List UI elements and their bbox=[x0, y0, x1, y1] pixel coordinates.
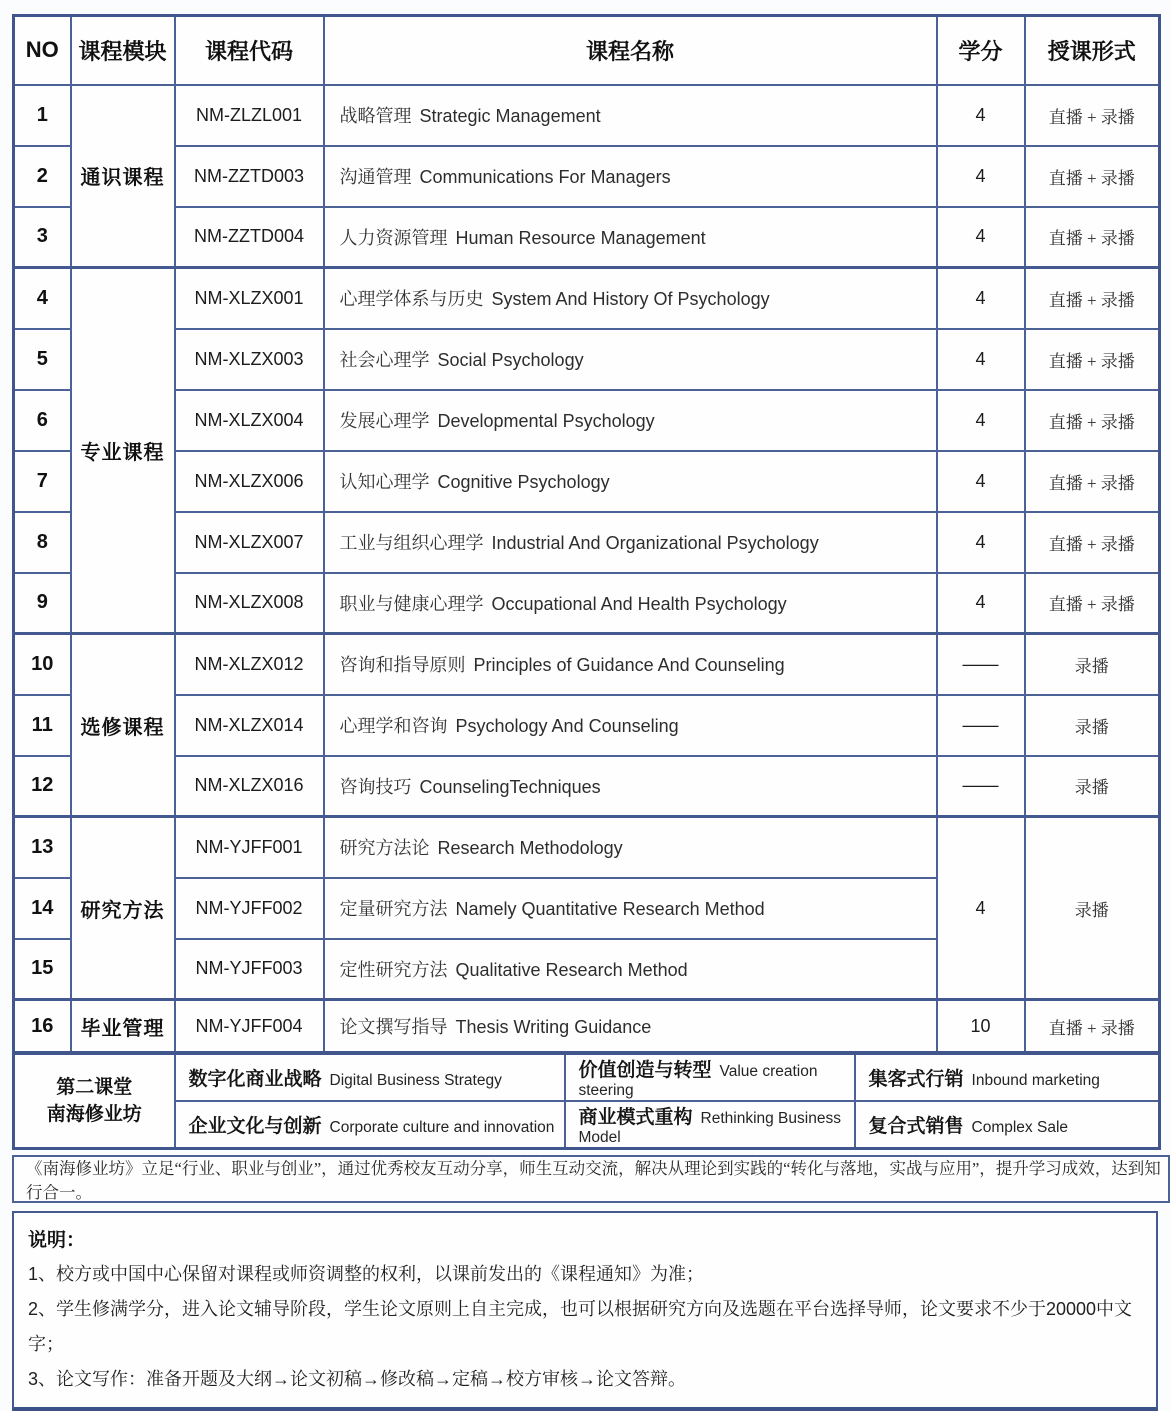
table-row bbox=[14, 85, 1160, 146]
cell-code: NM-ZLZL001 bbox=[175, 85, 324, 146]
second-classroom-table bbox=[12, 1052, 1161, 1150]
course-name-en: System And History Of Psychology bbox=[491, 289, 770, 310]
cell-name bbox=[324, 1000, 937, 1053]
cell-name bbox=[324, 512, 937, 573]
cell-code: NM-YJFF004 bbox=[175, 1000, 324, 1053]
cell-no: 1 bbox=[14, 85, 71, 146]
cell-no: 16 bbox=[14, 1000, 71, 1053]
course-name-zh: 人力资源管理 bbox=[339, 227, 448, 248]
table-row bbox=[14, 756, 1160, 817]
program-note-text: 《南海修业坊》立足“行业、职业与创业”，通过优秀校友互动分享，师生互动交流，解决从理论到实践的“转化与落地，实战与应用”，提升学习成效，达到知行合一。 bbox=[26, 1159, 1161, 1202]
header-code: 课程代码 bbox=[175, 16, 324, 85]
cell-code: NM-XLZX007 bbox=[175, 512, 324, 573]
cell-format: 直播 + 录播 bbox=[1025, 512, 1160, 573]
cell-no: 14 bbox=[14, 878, 71, 939]
course-name-zh: 心理学体系与历史 bbox=[339, 289, 484, 310]
cell-name bbox=[324, 573, 937, 634]
second-classroom-title bbox=[14, 1054, 175, 1149]
cell-format: 录播 bbox=[1025, 756, 1160, 817]
course-name-en: Principles of Guidance And Counseling bbox=[473, 655, 785, 676]
cell-code: NM-XLZX001 bbox=[175, 268, 324, 329]
course-name-en: Research Methodology bbox=[437, 838, 623, 859]
course-name-zh: 认知心理学 bbox=[339, 472, 430, 492]
cell-format: 直播 + 录播 bbox=[1025, 573, 1160, 634]
table-row bbox=[14, 695, 1160, 756]
second-classroom-item bbox=[175, 1054, 565, 1102]
cell-name bbox=[324, 329, 937, 390]
cell-no: 2 bbox=[14, 146, 71, 207]
course-name-en: Strategic Management bbox=[419, 106, 601, 126]
cell-name bbox=[324, 268, 937, 329]
table-row bbox=[14, 512, 1160, 573]
cell-code: NM-YJFF003 bbox=[175, 939, 324, 1000]
cell-name bbox=[324, 390, 937, 451]
cell-credits: 4 bbox=[937, 329, 1025, 390]
program-note-box bbox=[12, 1155, 1170, 1203]
cell-module-elective: 选修课程 bbox=[71, 634, 175, 817]
course-name-zh: 咨询和指导原则 bbox=[339, 655, 466, 676]
cell-credits: 4 bbox=[937, 268, 1025, 329]
cell-format: 录播 bbox=[1025, 695, 1160, 756]
cell-credits: 4 bbox=[937, 390, 1025, 451]
cell-credits: —— bbox=[937, 695, 1025, 756]
cell-no: 7 bbox=[14, 451, 71, 512]
header-no: NO bbox=[14, 16, 71, 85]
cell-module-research: 研究方法 bbox=[71, 817, 175, 1000]
cell-credits: —— bbox=[937, 634, 1025, 695]
cell-format: 直播 + 录播 bbox=[1025, 268, 1160, 329]
cell-code: NM-YJFF002 bbox=[175, 878, 324, 939]
cell-name bbox=[324, 207, 937, 268]
cell-format: 直播 + 录播 bbox=[1025, 329, 1160, 390]
cell-code: NM-XLZX016 bbox=[175, 756, 324, 817]
course-name-zh: 心理学和咨询 bbox=[339, 716, 448, 736]
course-name-en: Communications For Managers bbox=[419, 167, 671, 187]
cell-code: NM-XLZX014 bbox=[175, 695, 324, 756]
cell-code: NM-XLZX004 bbox=[175, 390, 324, 451]
course-name-zh: 定性研究方法 bbox=[339, 959, 448, 980]
cell-format: 录播 bbox=[1025, 634, 1160, 695]
cell-no: 12 bbox=[14, 756, 71, 817]
cell-code: NM-ZZTD003 bbox=[175, 146, 324, 207]
cell-credits: 10 bbox=[937, 1000, 1025, 1053]
course-name-zh: 咨询技巧 bbox=[339, 776, 412, 797]
table-row bbox=[14, 207, 1160, 268]
course-name-zh: 工业与组织心理学 bbox=[339, 533, 484, 553]
course-name-zh: 论文撰写指导 bbox=[339, 1017, 448, 1037]
sc-item-en: Value creation steering bbox=[578, 1063, 818, 1099]
second-classroom-item bbox=[565, 1101, 855, 1149]
cell-format: 直播 + 录播 bbox=[1025, 146, 1160, 207]
curriculum-table bbox=[12, 14, 1161, 1054]
course-name-zh: 战略管理 bbox=[339, 106, 412, 126]
cell-format: 直播 + 录播 bbox=[1025, 207, 1160, 268]
remark-line-3: 3、论文写作：准备开题及大纲→论文初稿→修改稿→定稿→校方审核→论文答辩。 bbox=[28, 1369, 687, 1389]
cell-name bbox=[324, 756, 937, 817]
sc-item-zh: 商业模式重构 bbox=[578, 1107, 693, 1128]
cell-no: 5 bbox=[14, 329, 71, 390]
remarks-box bbox=[12, 1211, 1158, 1411]
sc-item-zh: 数字化商业战略 bbox=[188, 1069, 322, 1090]
cell-no: 6 bbox=[14, 390, 71, 451]
cell-credits: 4 bbox=[937, 451, 1025, 512]
sc-item-en: Rethinking Business Model bbox=[578, 1110, 841, 1146]
sc-item-zh: 集客式行销 bbox=[868, 1069, 964, 1090]
cell-format: 直播 + 录播 bbox=[1025, 451, 1160, 512]
cell-code: NM-XLZX003 bbox=[175, 329, 324, 390]
header-row bbox=[14, 16, 1160, 85]
course-name-zh: 社会心理学 bbox=[339, 350, 430, 370]
course-name-en: CounselingTechniques bbox=[419, 776, 601, 797]
cell-module-professional: 专业课程 bbox=[71, 268, 175, 634]
course-name-en: Cognitive Psychology bbox=[437, 472, 610, 492]
header-format: 授课形式 bbox=[1025, 16, 1160, 85]
cell-code: NM-XLZX008 bbox=[175, 573, 324, 634]
header-name: 课程名称 bbox=[324, 16, 937, 85]
cell-code: NM-XLZX006 bbox=[175, 451, 324, 512]
course-name-zh: 研究方法论 bbox=[339, 838, 430, 859]
cell-no: 13 bbox=[14, 817, 71, 878]
cell-no: 9 bbox=[14, 573, 71, 634]
second-classroom-item bbox=[175, 1101, 565, 1149]
cell-code: NM-ZZTD004 bbox=[175, 207, 324, 268]
cell-no: 4 bbox=[14, 268, 71, 329]
course-name-en: Industrial And Organizational Psychology bbox=[491, 533, 819, 553]
cell-format: 直播 + 录播 bbox=[1025, 85, 1160, 146]
course-name-en: Namely Quantitative Research Method bbox=[455, 899, 765, 919]
sc-item-zh: 企业文化与创新 bbox=[188, 1116, 322, 1137]
second-classroom-row bbox=[14, 1101, 1160, 1149]
cell-no: 11 bbox=[14, 695, 71, 756]
cell-name bbox=[324, 695, 937, 756]
course-name-zh: 定量研究方法 bbox=[339, 899, 448, 919]
cell-credits: 4 bbox=[937, 207, 1025, 268]
cell-name bbox=[324, 634, 937, 695]
second-classroom-title-line1: 第二课堂 bbox=[56, 1077, 133, 1098]
course-name-en: Occupational And Health Psychology bbox=[491, 593, 787, 614]
course-name-en: Psychology And Counseling bbox=[455, 716, 679, 736]
second-classroom-row bbox=[14, 1054, 1160, 1102]
table-row bbox=[14, 573, 1160, 634]
cell-credits-merged: 4 bbox=[937, 817, 1025, 1000]
course-name-en: Developmental Psychology bbox=[437, 411, 655, 431]
header-module: 课程模块 bbox=[71, 16, 175, 85]
remark-line-1: 1、校方或中国中心保留对课程或师资调整的权利，以课前发出的《课程通知》为准； bbox=[28, 1264, 705, 1284]
remark-line-2: 2、学生修满学分，进入论文辅导阶段，学生论文原则上自主完成，也可以根据研究方向及选题在平台选择导师，论文要求不少于20000中文字； bbox=[28, 1299, 1133, 1354]
cell-name bbox=[324, 146, 937, 207]
cell-name bbox=[324, 451, 937, 512]
cell-code: NM-YJFF001 bbox=[175, 817, 324, 878]
cell-credits: 4 bbox=[937, 146, 1025, 207]
cell-code: NM-XLZX012 bbox=[175, 634, 324, 695]
sc-item-en: Corporate culture and innovation bbox=[329, 1119, 555, 1136]
table-row bbox=[14, 390, 1160, 451]
sc-item-en: Digital Business Strategy bbox=[329, 1072, 502, 1089]
cell-name bbox=[324, 878, 937, 939]
sc-item-en: Inbound marketing bbox=[971, 1072, 1100, 1089]
table-row bbox=[14, 146, 1160, 207]
sc-item-en: Complex Sale bbox=[971, 1119, 1069, 1136]
course-name-zh: 沟通管理 bbox=[339, 167, 412, 187]
table-row bbox=[14, 634, 1160, 695]
second-classroom-item bbox=[565, 1054, 855, 1102]
cell-no: 3 bbox=[14, 207, 71, 268]
course-name-en: Social Psychology bbox=[437, 350, 584, 370]
table-row bbox=[14, 329, 1160, 390]
sc-item-zh: 复合式销售 bbox=[868, 1116, 964, 1137]
cell-name bbox=[324, 817, 937, 878]
cell-module-general: 通识课程 bbox=[71, 85, 175, 268]
cell-no: 8 bbox=[14, 512, 71, 573]
course-name-en: Qualitative Research Method bbox=[455, 959, 688, 980]
sc-item-zh: 价值创造与转型 bbox=[578, 1060, 712, 1081]
second-classroom-item bbox=[855, 1054, 1160, 1102]
table-row bbox=[14, 268, 1160, 329]
second-classroom-title-line2: 南海修业坊 bbox=[46, 1104, 142, 1125]
course-name-zh: 发展心理学 bbox=[339, 411, 430, 431]
cell-credits: 4 bbox=[937, 85, 1025, 146]
cell-format-merged: 录播 bbox=[1025, 817, 1160, 1000]
table-row bbox=[14, 1000, 1160, 1053]
remarks-title: 说明： bbox=[28, 1230, 86, 1251]
course-name-en: Human Resource Management bbox=[455, 227, 706, 248]
cell-credits: 4 bbox=[937, 512, 1025, 573]
cell-credits: —— bbox=[937, 756, 1025, 817]
cell-no: 15 bbox=[14, 939, 71, 1000]
cell-name bbox=[324, 939, 937, 1000]
cell-no: 10 bbox=[14, 634, 71, 695]
cell-module-graduation: 毕业管理 bbox=[71, 1000, 175, 1053]
course-name-zh: 职业与健康心理学 bbox=[339, 593, 484, 614]
table-row bbox=[14, 817, 1160, 878]
second-classroom-item bbox=[855, 1101, 1160, 1149]
table-row bbox=[14, 451, 1160, 512]
cell-format: 直播 + 录播 bbox=[1025, 1000, 1160, 1053]
course-name-en: Thesis Writing Guidance bbox=[455, 1017, 652, 1037]
cell-credits: 4 bbox=[937, 573, 1025, 634]
cell-name bbox=[324, 85, 937, 146]
cell-format: 直播 + 录播 bbox=[1025, 390, 1160, 451]
header-credits: 学分 bbox=[937, 16, 1025, 85]
